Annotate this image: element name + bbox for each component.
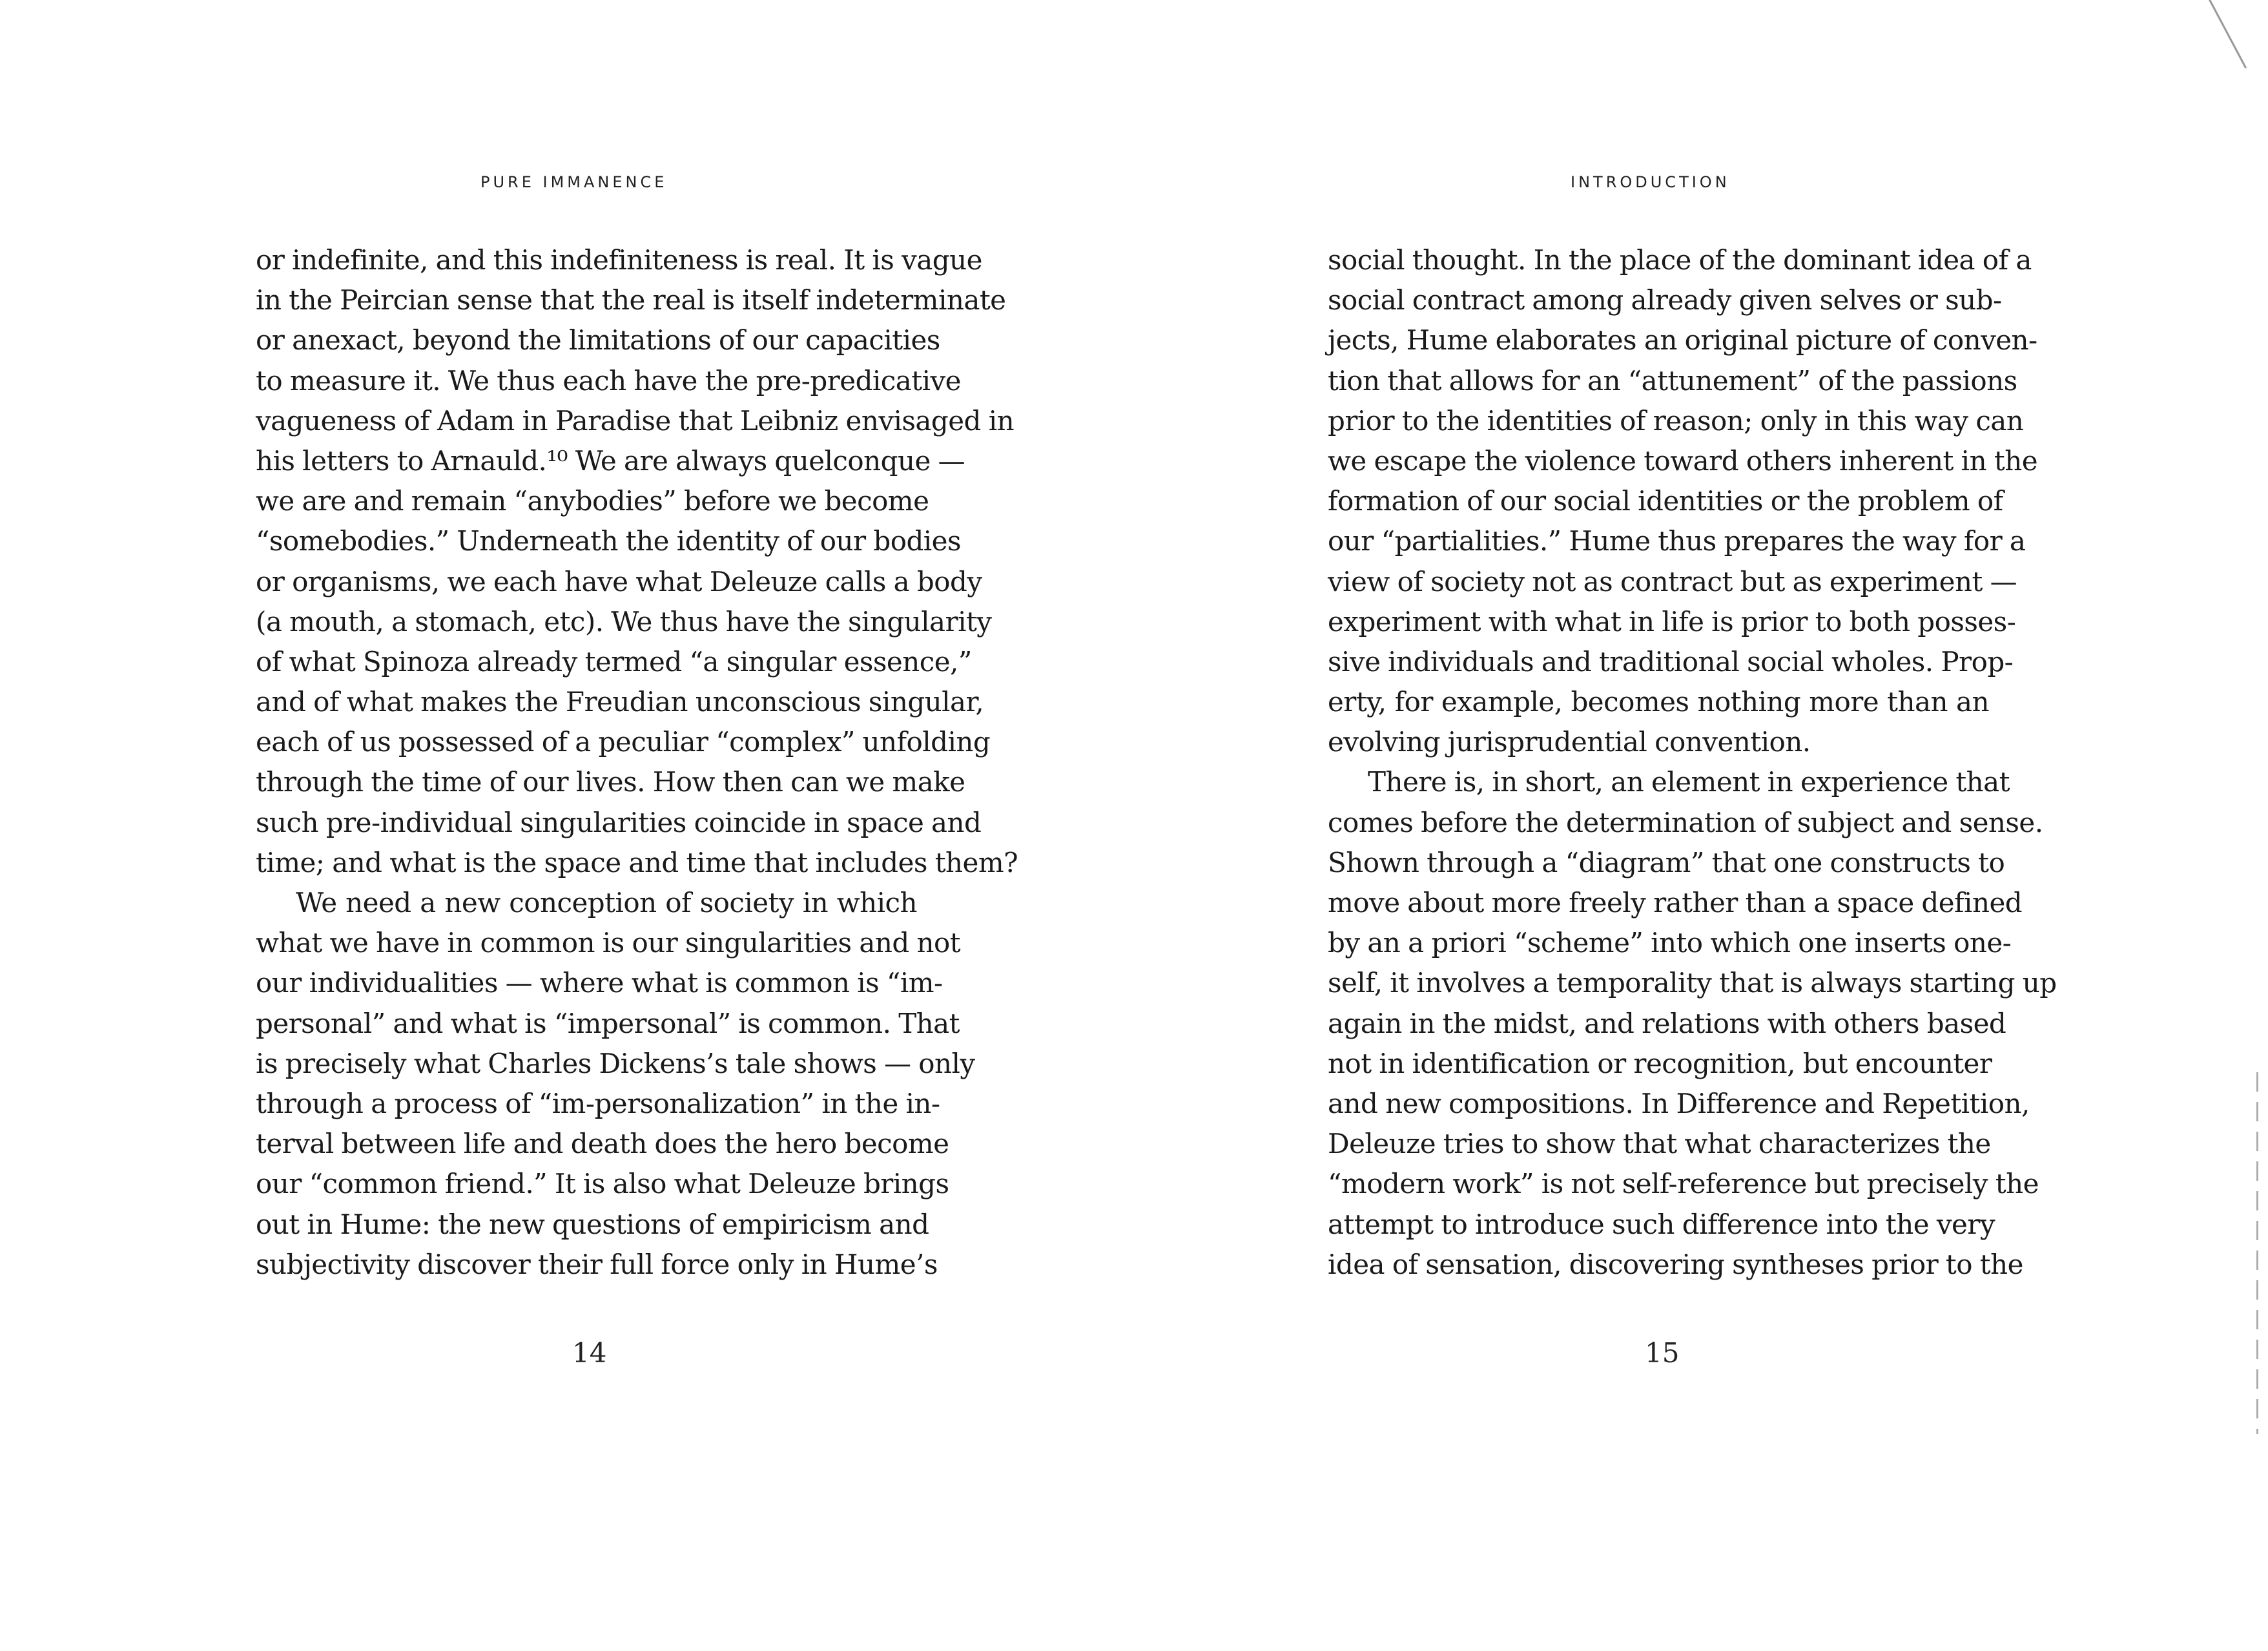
text-line: what we have in common is our singularities and not (256, 927, 961, 959)
text-line: “somebodies.” Underneath the identity of our bodies (256, 525, 961, 557)
text-line: self, it involves a temporality that is always starting up (1328, 967, 2057, 999)
text-line: our “partialities.” Hume thus prepares the way for a (1328, 525, 2026, 557)
text-line: and new compositions. In Difference and Repetition, (1328, 1087, 2030, 1119)
text-line: subjectivity discover their full force only in Hume’s (256, 1248, 938, 1280)
text-line: comes before the determination of subject and sense. (1328, 806, 2043, 838)
text-line: Deleuze tries to show that what characterizes the (1328, 1128, 1991, 1160)
text-line: social thought. In the place of the dominant idea of a (1328, 244, 2032, 276)
text-line: our individualities — where what is common is “im- (256, 967, 943, 999)
text-line: idea of sensation, discovering syntheses prior to the (1328, 1248, 2023, 1280)
text-line: our “common friend.” It is also what Deleuze brings (256, 1168, 949, 1200)
text-line: prior to the identities of reason; only in this way can (1328, 404, 2024, 437)
text-line: tion that allows for an “attunement” of the passions (1328, 364, 2017, 397)
text-line: move about more freely rather than a space defined (1328, 887, 2023, 919)
text-line: attempt to introduce such difference into the very (1328, 1208, 1995, 1240)
text-line: social contract among already given selves or sub- (1328, 284, 2002, 317)
text-line: or anexact, beyond the limitations of our capacities (256, 324, 940, 357)
right-page (1134, 0, 2268, 1651)
text-line: “modern work” is not self-reference but precisely the (1328, 1168, 2039, 1200)
text-line: each of us possessed of a peculiar “complex” unfolding (256, 726, 991, 758)
text-line: or indefinite, and this indefiniteness is real. It is vague (256, 244, 982, 276)
text-line: (a mouth, a stomach, etc). We thus have the singularity (256, 605, 992, 638)
scan-edge-mark (2256, 1072, 2258, 1434)
text-line: erty, for example, becomes nothing more than an (1328, 686, 1989, 718)
text-line: again in the midst, and relations with others based (1328, 1007, 2006, 1039)
text-line: Shown through a “diagram” that one constructs to (1328, 846, 2005, 878)
text-line: we escape the violence toward others inherent in the (1328, 444, 2038, 477)
text-line: We need a new conception of society in which (296, 887, 917, 919)
text-line: experiment with what in life is prior to both posses- (1328, 605, 2016, 638)
text-line: out in Hume: the new questions of empiricism and (256, 1208, 929, 1240)
body-text-right (1328, 240, 2057, 1285)
text-line: is precisely what Charles Dickens’s tale shows — only (256, 1047, 975, 1079)
text-line: we are and remain “anybodies” before we become (256, 485, 929, 517)
page-number-right: 15 (1645, 1337, 1680, 1369)
text-line: his letters to Arnauld.¹⁰ We are always quelconque — (256, 444, 965, 477)
text-line: vagueness of Adam in Paradise that Leibniz envisaged in (256, 404, 1015, 437)
running-head-left: PURE IMMANENCE (480, 173, 668, 191)
text-line: of what Spinoza already termed “a singular essence,” (256, 645, 972, 678)
text-line: personal” and what is “impersonal” is common. That (256, 1007, 960, 1039)
text-line: jects, Hume elaborates an original picture of conven- (1328, 324, 2037, 357)
text-line: or organisms, we each have what Deleuze calls a body (256, 565, 982, 597)
text-line: in the Peircian sense that the real is itself indeterminate (256, 284, 1006, 317)
text-line: and of what makes the Freudian unconscious singular, (256, 686, 984, 718)
text-line: such pre-individual singularities coincide in space and (256, 806, 982, 838)
page-number-left: 14 (572, 1337, 607, 1369)
running-head-right: INTRODUCTION (1571, 173, 1730, 191)
text-line: to measure it. We thus each have the pre-predicative (256, 364, 961, 397)
text-line: time; and what is the space and time that includes them? (256, 846, 1018, 878)
body-text-left (256, 240, 1018, 1285)
text-line: formation of our social identities or the problem of (1328, 485, 2003, 517)
text-line: There is, in short, an element in experience that (1368, 766, 2010, 798)
text-line: view of society not as contract but as experiment — (1328, 565, 2017, 597)
text-line: terval between life and death does the hero become (256, 1128, 949, 1160)
text-line: evolving jurisprudential convention. (1328, 726, 1811, 758)
text-line: by an a priori “scheme” into which one inserts one- (1328, 927, 2012, 959)
text-line: through a process of “im-personalization” in the in- (256, 1087, 940, 1119)
text-line: through the time of our lives. How then can we make (256, 766, 965, 798)
text-line: not in identification or recognition, but encounter (1328, 1047, 1992, 1079)
text-line: sive individuals and traditional social wholes. Prop- (1328, 645, 2014, 678)
